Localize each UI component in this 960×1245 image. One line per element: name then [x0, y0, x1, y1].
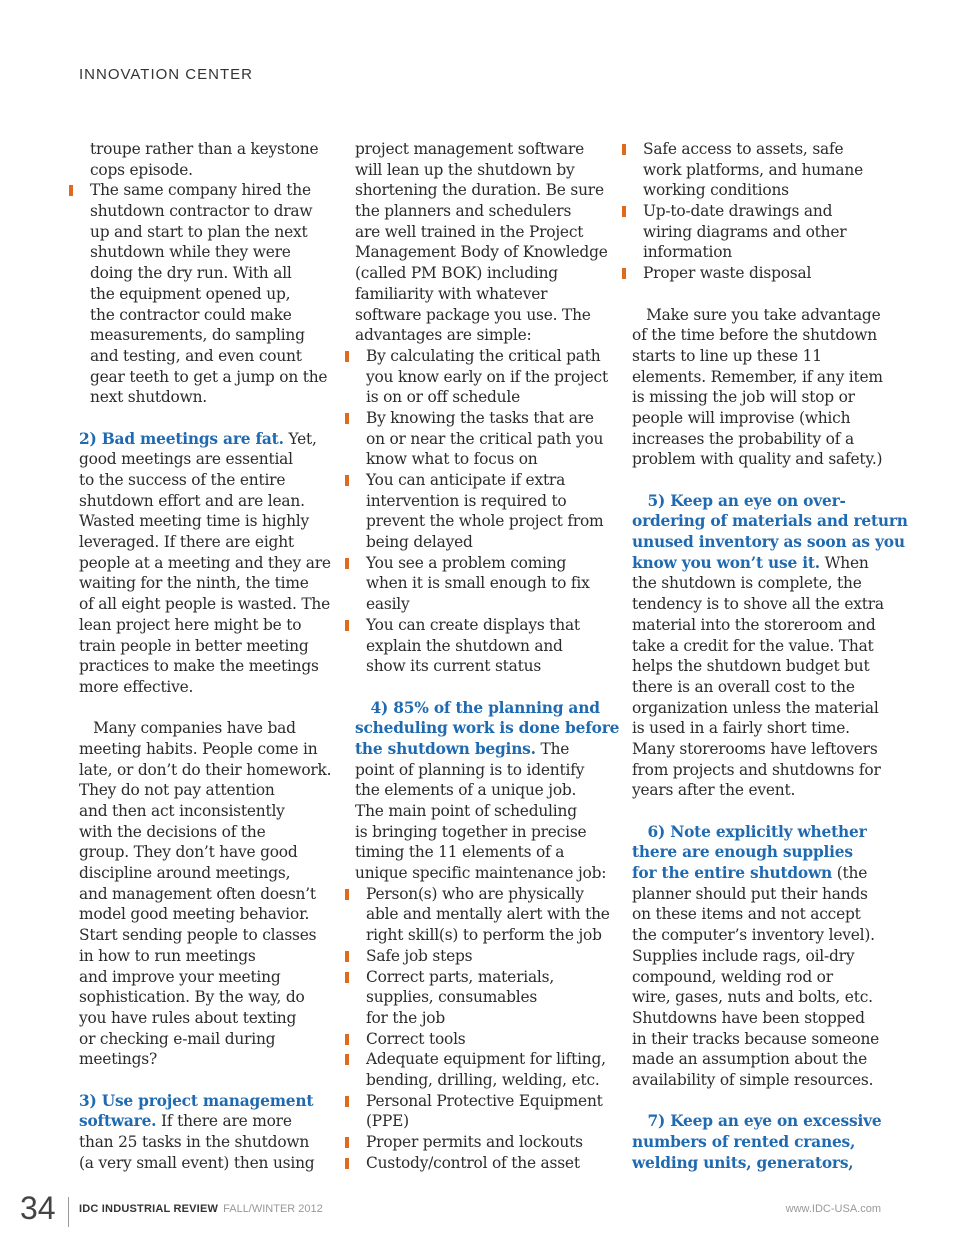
- section-heading-line: [79, 429, 331, 450]
- text-line: Many companies have bad: [79, 719, 296, 738]
- text-line: train people in better meeting: [79, 636, 309, 655]
- section-heading-line: [632, 1132, 884, 1153]
- text-line: problem with quality and safety.): [632, 450, 883, 469]
- text-line: the planners and schedulers: [355, 202, 572, 221]
- bullet-item-line: Custody/control of the asset: [355, 1153, 607, 1174]
- text-line: compound, welding rod or: [632, 967, 833, 986]
- section-heading-line: [355, 718, 620, 739]
- text-line: there is an overall cost to the: [632, 677, 855, 696]
- footer-divider: [68, 1197, 69, 1227]
- bullet-item-line: Safe job steps: [355, 946, 607, 967]
- text-line: on these items and not accept: [632, 905, 861, 924]
- text-line: on or near the critical path you: [366, 429, 604, 448]
- text-line: cops episode.: [90, 160, 193, 179]
- text-line: group. They don’t have good: [79, 843, 298, 862]
- section-heading-line: [355, 739, 607, 760]
- text-line: wire, gases, nuts and bolts, etc.: [632, 988, 873, 1007]
- section-heading-line: [355, 698, 607, 719]
- section-heading-line: [632, 532, 905, 553]
- text-line: Start sending people to classes: [79, 926, 317, 945]
- text-line: measurements, do sampling: [90, 326, 305, 345]
- body-text: If there are more: [156, 1112, 292, 1131]
- section-heading-line: [632, 842, 884, 863]
- text-line: and testing, and even count: [90, 346, 302, 365]
- text-line: practices to make the meetings: [79, 657, 319, 676]
- bullet-item-line: Correct parts, materials,: [355, 967, 607, 988]
- text-line: starts to line up these 11: [632, 346, 822, 365]
- text-line: in their tracks because someone: [632, 1029, 880, 1048]
- text-line: take a credit for the value. That: [632, 636, 874, 655]
- body-text: The: [535, 739, 570, 758]
- section-heading: ordering of materials and return: [632, 512, 908, 531]
- text-line: and then act inconsistently: [79, 802, 285, 820]
- paragraph-gap: [79, 1070, 331, 1091]
- body-text: When: [819, 553, 869, 572]
- text-line: made an assumption about the: [632, 1050, 867, 1069]
- section-heading-line: [632, 822, 884, 843]
- text-line: Many storerooms have leftovers: [632, 739, 878, 758]
- text-line: to the success of the entire: [79, 471, 286, 489]
- text-line: right skill(s) to perform the job: [366, 926, 602, 945]
- text-line: planner should put their hands: [632, 884, 868, 903]
- text-line: information: [643, 243, 733, 262]
- text-line: up and start to plan the next: [90, 222, 308, 241]
- bullet-item-line: The same company hired the: [79, 180, 331, 201]
- text-line: are well trained in the Project: [355, 222, 584, 241]
- text-line: model good meeting behavior.: [79, 905, 310, 924]
- text-line: next shutdown.: [90, 388, 207, 407]
- text-line: show its current status: [366, 657, 542, 676]
- paragraph-gap: [632, 470, 884, 491]
- text-line: tendency is to shove all the extra: [632, 595, 884, 614]
- section-heading: scheduling work is done before: [355, 719, 620, 738]
- bullet-item-line: Correct tools: [355, 1029, 607, 1050]
- text-line: timing the 11 elements of a: [355, 843, 565, 862]
- text-line: (a very small event) then using: [79, 1153, 315, 1172]
- paragraph-gap: [632, 801, 884, 822]
- section-heading: 2) Bad meetings are fat.: [79, 429, 284, 448]
- text-line: or checking e-mail during: [79, 1029, 276, 1048]
- text-line: Wasted meeting time is highly: [79, 512, 309, 531]
- section-heading: 6) Note explicitly whether: [632, 822, 867, 841]
- text-line: of all eight people is wasted. The: [79, 595, 331, 614]
- text-line: supplies, consumables: [366, 988, 538, 1007]
- text-line: They do not pay attention: [79, 781, 275, 800]
- text-line: Management Body of Knowledge: [355, 243, 608, 262]
- text-line: (PPE): [366, 1112, 409, 1131]
- section-heading: software.: [79, 1112, 157, 1131]
- text-line: from projects and shutdowns for: [632, 760, 881, 779]
- text-line: is on or off schedule: [366, 388, 520, 407]
- text-line: doing the dry run. With all: [90, 264, 292, 283]
- section-heading-line: [632, 1153, 884, 1174]
- bullet-item-line: By knowing the tasks that are: [355, 408, 607, 429]
- text-line: in how to run meetings: [79, 946, 256, 965]
- section-heading: 4) 85% of the planning and: [355, 698, 600, 717]
- text-line: able and mentally alert with the: [366, 905, 610, 924]
- bullet-item-line: You see a problem coming: [355, 553, 607, 574]
- section-heading: 5) Keep an eye on over-: [632, 491, 846, 510]
- section-heading-line: [632, 491, 884, 512]
- text-line: and improve your meeting: [79, 967, 281, 986]
- section-heading: 7) Keep an eye on excessive: [632, 1112, 882, 1131]
- text-line: intervention is required to: [366, 491, 567, 510]
- text-line: The main point of scheduling: [355, 802, 577, 820]
- text-line: know what to focus on: [366, 450, 538, 469]
- article-column-3: [632, 139, 908, 1173]
- bullet-item-line: By calculating the critical path: [355, 346, 607, 367]
- text-line: shortening the duration. Be sure: [355, 181, 604, 200]
- text-line: you know early on if the project: [366, 367, 608, 386]
- paragraph-gap: [355, 677, 607, 698]
- text-line: with the decisions of the: [79, 822, 266, 841]
- text-line: increases the probability of a: [632, 429, 854, 448]
- text-line: working conditions: [643, 181, 789, 200]
- text-line: for the job: [366, 1008, 445, 1027]
- text-line: meetings?: [79, 1050, 158, 1069]
- bullet-item-line: Up-to-date drawings and: [632, 201, 884, 222]
- magazine-title: IDC INDUSTRIAL REVIEW: [79, 1203, 219, 1215]
- text-line: is used in a fairly short time.: [632, 719, 850, 738]
- text-line: software package you use. The: [355, 305, 591, 324]
- text-line: the elements of a unique job.: [355, 781, 577, 800]
- text-line: helps the shutdown budget but: [632, 657, 870, 676]
- text-line: explain the shutdown and: [366, 636, 563, 655]
- article-column-2: [355, 139, 620, 1173]
- text-line: the contractor could make: [90, 305, 292, 324]
- bullet-item-line: You can create displays that: [355, 615, 607, 636]
- text-line: troupe rather than a keystone: [90, 140, 319, 158]
- body-text: (the: [832, 864, 868, 883]
- text-line: familiarity with whatever: [355, 284, 548, 303]
- text-line: of the time before the shutdown: [632, 326, 877, 345]
- bullet-item-line: Person(s) who are physically: [355, 884, 607, 905]
- text-line: (called PM BOK) including: [355, 264, 558, 283]
- text-line: good meetings are essential: [79, 450, 293, 469]
- text-line: discipline around meetings,: [79, 864, 291, 883]
- text-line: gear teeth to get a jump on the: [90, 367, 328, 386]
- body-text: Yet,: [283, 429, 317, 448]
- paragraph-gap: [79, 698, 331, 719]
- text-line: lean project here might be to: [79, 615, 302, 634]
- text-line: shutdown while they were: [90, 243, 291, 262]
- text-line: shutdown effort and are lean.: [79, 491, 305, 510]
- magazine-footer: [79, 1203, 323, 1215]
- section-heading: numbers of rented cranes,: [632, 1133, 856, 1151]
- text-line: being delayed: [366, 533, 473, 552]
- text-line: is missing the job will stop or: [632, 388, 855, 407]
- text-line: project management software: [355, 140, 585, 158]
- section-heading: know you won’t use it.: [632, 553, 820, 572]
- text-line: than 25 tasks in the shutdown: [79, 1133, 310, 1151]
- text-line: will lean up the shutdown by: [355, 160, 575, 179]
- text-line: shutdown contractor to draw: [90, 202, 313, 221]
- page-number: 34: [20, 1190, 56, 1226]
- section-heading: there are enough supplies: [632, 843, 853, 862]
- bullet-item-line: Safe access to assets, safe: [632, 139, 884, 160]
- text-line: elements. Remember, if any item: [632, 367, 883, 386]
- text-line: organization unless the material: [632, 698, 879, 717]
- text-line: Supplies include rags, oil-dry: [632, 946, 855, 965]
- section-heading: unused inventory as soon as you: [632, 533, 905, 552]
- text-line: material into the storeroom and: [632, 615, 876, 634]
- section-heading: for the entire shutdown: [632, 864, 833, 883]
- paragraph-gap: [632, 284, 884, 305]
- section-heading-line: [632, 553, 884, 574]
- section-heading-line: [632, 1111, 884, 1132]
- text-line: wiring diagrams and other: [643, 222, 847, 241]
- text-line: when it is small enough to fix: [366, 574, 590, 593]
- text-line: Make sure you take advantage: [632, 305, 881, 324]
- section-heading: 3) Use project management: [79, 1091, 314, 1110]
- text-line: easily: [366, 595, 410, 614]
- text-line: the shutdown is complete, the: [632, 574, 862, 593]
- text-line: waiting for the ninth, the time: [79, 574, 309, 593]
- bullet-item-line: You can anticipate if extra: [355, 470, 607, 491]
- text-line: leveraged. If there are eight: [79, 533, 294, 552]
- section-heading-line: [79, 1111, 331, 1132]
- text-line: Shutdowns have been stopped: [632, 1008, 865, 1027]
- paragraph-gap: [79, 408, 331, 429]
- section-heading: the shutdown begins.: [355, 739, 536, 758]
- text-line: people at a meeting and they are: [79, 553, 331, 572]
- text-line: advantages are simple:: [355, 326, 532, 345]
- text-line: is bringing together in precise: [355, 822, 587, 841]
- text-line: late, or don’t do their homework.: [79, 760, 332, 779]
- text-line: unique specific maintenance job:: [355, 864, 607, 883]
- text-line: prevent the whole project from: [366, 512, 604, 531]
- text-line: meeting habits. People come in: [79, 739, 318, 758]
- section-heading-line: [632, 863, 884, 884]
- section-label: INNOVATION CENTER: [79, 66, 253, 83]
- article-column-1: [79, 139, 331, 1173]
- text-line: you have rules about texting: [79, 1008, 297, 1027]
- text-line: and management often doesn’t: [79, 884, 316, 903]
- paragraph-gap: [632, 1091, 884, 1112]
- text-line: the equipment opened up,: [90, 284, 291, 303]
- section-heading-line: [632, 511, 908, 532]
- bullet-item-line: Personal Protective Equipment: [355, 1091, 607, 1112]
- text-line: bending, drilling, welding, etc.: [366, 1070, 600, 1089]
- footer-url: www.IDC-USA.com: [785, 1203, 881, 1215]
- magazine-season: FALL/WINTER 2012: [223, 1203, 323, 1215]
- text-line: people will improvise (which: [632, 408, 851, 427]
- bullet-item-line: Proper waste disposal: [632, 263, 884, 284]
- text-line: years after the event.: [632, 781, 796, 800]
- section-heading: welding units, generators,: [632, 1153, 854, 1172]
- text-line: point of planning is to identify: [355, 760, 585, 779]
- text-line: work platforms, and humane: [643, 160, 863, 179]
- bullet-item-line: Adequate equipment for lifting,: [355, 1049, 607, 1070]
- bullet-item-line: Proper permits and lockouts: [355, 1132, 607, 1153]
- text-line: availability of simple resources.: [632, 1070, 874, 1089]
- text-line: sophistication. By the way, do: [79, 988, 305, 1007]
- text-line: more effective.: [79, 677, 194, 696]
- text-line: the computer’s inventory level).: [632, 926, 875, 945]
- section-heading-line: [79, 1091, 331, 1112]
